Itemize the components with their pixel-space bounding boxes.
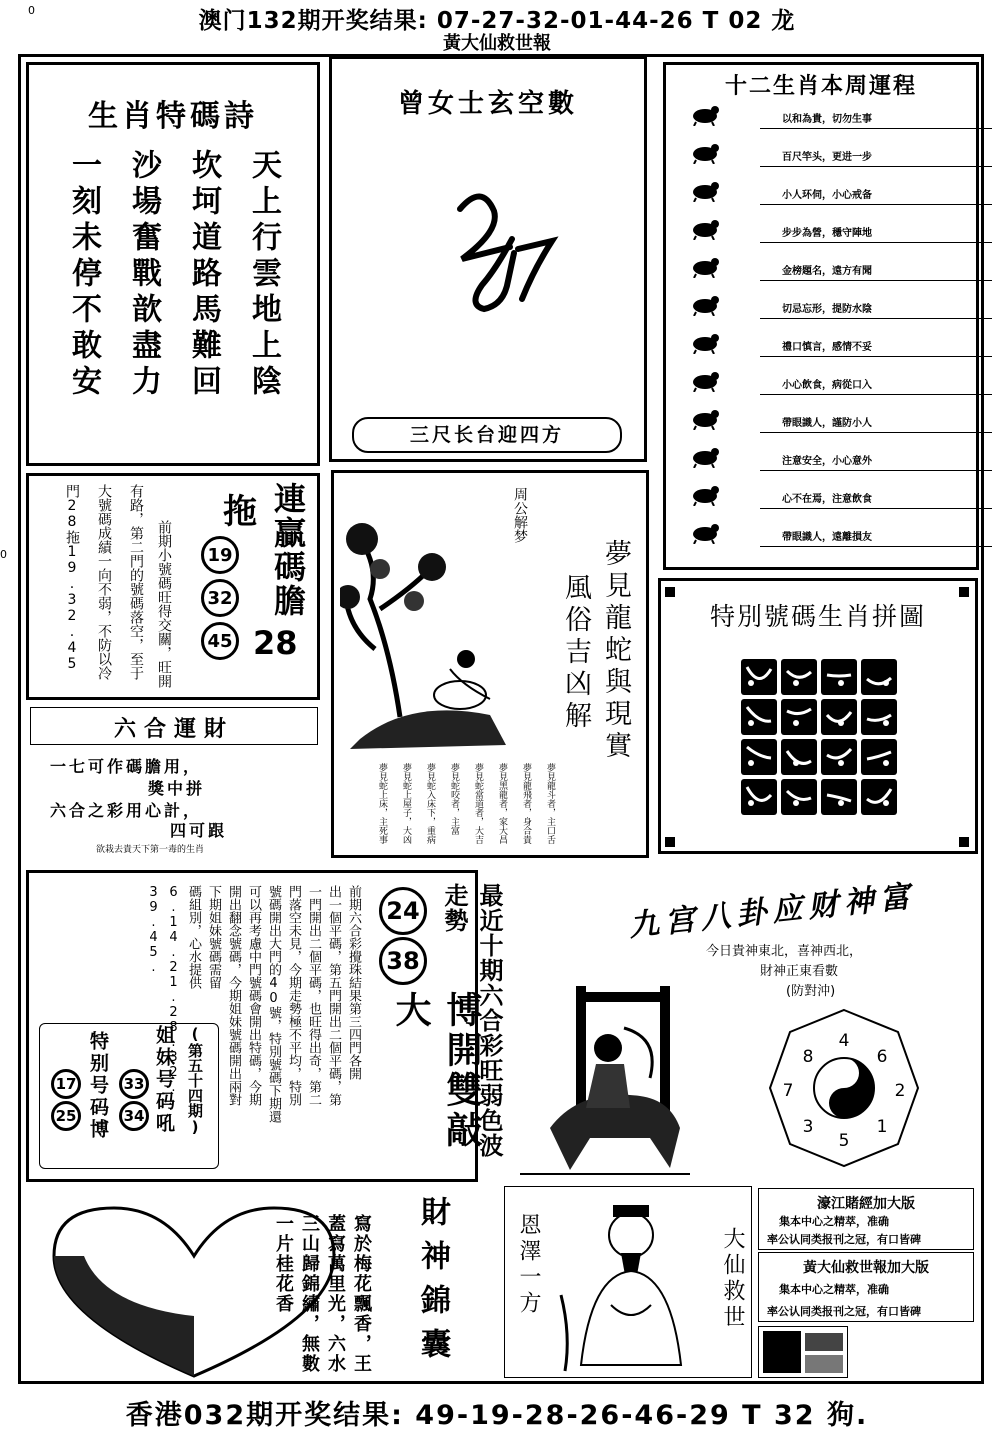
bagua-number: 2 — [894, 1081, 906, 1101]
zodiac-puzzle-piece — [741, 699, 777, 735]
daxian-left-text: 恩澤一方 — [516, 1213, 541, 1317]
ad2-line2: 率公认同类报刊之冠，有口皆碑 — [767, 1305, 921, 1318]
daxian-right-text: 大仙救世 — [720, 1227, 745, 1331]
heart-text: 寫於梅花飄香，王蓋寫萬里光，六水三山歸錦繡，無數一片桂花香 — [273, 1214, 372, 1374]
handwritten-numbers — [442, 189, 562, 319]
trend-text-column: 碼組別，心水提供 — [186, 885, 201, 989]
lianying-panel — [26, 473, 320, 700]
poem-column-1: 一刻未停不敢安 — [66, 149, 101, 401]
zodiac-puzzle-piece — [741, 739, 777, 775]
dream-item: 夢見蛇入床下，重病 — [425, 763, 435, 844]
bagua-number: 7 — [782, 1081, 794, 1101]
zodiac-fortune-row: 百尺竿头，更进一步 — [760, 148, 992, 167]
zeng-numbers-text: 26 27 — [442, 189, 445, 190]
zodiac-animal-icon — [690, 522, 720, 544]
bagua-number: 6 — [876, 1047, 888, 1067]
special-puzzle-panel — [658, 578, 978, 854]
dream-heading-2: 風俗吉凶解 — [560, 573, 591, 733]
zodiac-animal-icon — [690, 408, 720, 430]
poem-title: 生肖特碼詩 — [88, 99, 258, 134]
ad1-line1: 集本中心之精萃，准确 — [779, 1215, 889, 1228]
zeng-footer: 三尺长台迎四方 — [352, 417, 622, 453]
zodiac-fortune-row: 小人环伺，小心戒备 — [760, 186, 992, 205]
zodiac-fortune-row: 注意安全，小心意外 — [760, 452, 992, 471]
bagua-title: 九宫八卦应财神富 — [627, 879, 918, 944]
dream-item: 夢見蛇上屋子，大凶 — [401, 763, 411, 844]
lianying-text-4: 門28拖19.32.45 — [64, 484, 80, 672]
poem-panel — [26, 62, 320, 466]
ad-box-1 — [758, 1188, 974, 1250]
trend-title-2: 博開雙敲大 — [390, 991, 482, 1151]
trend-text-column: 號碼開出大門的40號，特別號碼下期還 — [266, 885, 281, 1123]
lianying-title: 連贏碼膽 — [269, 482, 307, 618]
trend-circle-2: 38 — [379, 937, 427, 985]
poem-column-4: 天上行雲地上陰 — [246, 149, 281, 401]
bagua-number: 8 — [802, 1047, 814, 1067]
zodiac-fortune-row: 以和為貴，切勿生事 — [760, 110, 992, 129]
special-number-2: 25 — [51, 1101, 81, 1131]
bagua-number: 3 — [802, 1117, 814, 1137]
bagua-number: 4 — [838, 1031, 850, 1051]
lianying-text-1: 前期小號碼旺得交關，旺開 — [156, 520, 172, 688]
zodiac-fortune-row: 小心飲食，病從口入 — [760, 376, 992, 395]
zodiac-animal-icon — [690, 332, 720, 354]
trend-text-column: 前期六合彩攪珠結果第三四門各開 — [346, 885, 361, 1080]
bagua-line-3: (防對沖) — [786, 984, 836, 999]
zeng-panel — [329, 56, 647, 462]
bagua-number: 1 — [876, 1117, 888, 1137]
lianying-tow-char: 拖 — [223, 492, 257, 532]
ad2-title: 黃大仙救世報加大版 — [803, 1260, 929, 1276]
zodiac-puzzle-piece — [821, 699, 857, 735]
corner-dot — [959, 587, 969, 597]
zodiac-puzzle-piece — [861, 659, 897, 695]
dream-item: 夢見蛇上床，主死事 — [377, 763, 387, 844]
dream-item: 夢見蛇當道者，大吉 — [473, 763, 483, 844]
liuhe-line-2: 獎中拼 — [148, 779, 206, 798]
bagua-number: 5 — [838, 1131, 850, 1151]
zodiac-puzzle-piece — [861, 779, 897, 815]
dream-item: 夢見龍斗者，主口舌 — [545, 763, 555, 844]
zodiac-animal-icon — [690, 180, 720, 202]
zodiac-puzzle-grid — [741, 659, 897, 815]
zodiac-puzzle-piece — [821, 739, 857, 775]
trend-text-column: 開出翻念號碼，今期姐妹號碼開出兩對 — [226, 885, 241, 1106]
sister-label: 姐妹号码吼 — [153, 1025, 175, 1135]
liuhe-line-1: 一七可作碼膽用， — [50, 757, 203, 776]
zeng-title: 曾女士玄空數 — [397, 89, 578, 119]
sister-number-2: 34 — [119, 1101, 149, 1131]
dream-heading-1: 夢見龍蛇與現實 — [600, 539, 631, 763]
zodiac-animal-icon — [690, 104, 720, 126]
zodiac-fortune-row: 帶眼識人，遠離損友 — [760, 528, 992, 547]
caishen-title: 財神錦囊 — [415, 1196, 450, 1372]
bagua-diagram — [764, 1004, 924, 1174]
zodiac-fortune-row: 步步為營，穩守陣地 — [760, 224, 992, 243]
lianying-circle-2: 32 — [201, 579, 239, 617]
liuhe-line-4: 四可跟 — [170, 821, 228, 840]
zodiac-fortune-row: 心不在焉，注意飲食 — [760, 490, 992, 509]
zodiac-animal-icon — [690, 446, 720, 468]
bagua-line-1: 今日貴神東北，喜神西北， — [706, 944, 863, 959]
ad-thumbnail-block — [805, 1333, 843, 1351]
ad-thumbnail — [758, 1326, 848, 1378]
liuhe-note: 欲栽去貴天下第一毒的生肖 — [96, 845, 205, 855]
margin-mark: 0 — [0, 548, 7, 561]
sister-box — [39, 1023, 219, 1169]
warrior-horse-illustration — [520, 978, 690, 1178]
zodiac-animal-icon — [690, 370, 720, 392]
paper-name: 黃大仙救世報 — [443, 33, 551, 54]
liuhe-title-box — [30, 707, 318, 745]
sister-number-1: 33 — [119, 1069, 149, 1099]
dream-item: 夢見蛇咬者，主富 — [449, 763, 459, 835]
trend-circle-1: 24 — [379, 887, 427, 935]
corner-mark: 0 — [28, 4, 35, 17]
trend-panel — [26, 870, 503, 1182]
dream-item: 夢見黑龍者，家大昌 — [497, 763, 507, 844]
lianying-circle-1: 19 — [201, 536, 239, 574]
zodiac-puzzle-piece — [741, 659, 777, 695]
dream-panel — [331, 470, 649, 858]
poem-column-2: 沙場奮戰歆盡力 — [126, 149, 161, 401]
daxian-panel — [504, 1186, 752, 1378]
lianying-text-2: 有路，第二門的號碼落空，至于 — [128, 484, 144, 680]
zodiac-animal-icon — [690, 142, 720, 164]
liuhe-line-3: 六合之彩用心計， — [50, 801, 203, 820]
daxian-portrait — [551, 1195, 711, 1373]
ad-thumbnail-block — [763, 1331, 801, 1373]
corner-dot — [665, 587, 675, 597]
zodiac-fortune-row: 禮口慎言，感情不妥 — [760, 338, 992, 357]
zodiac-fortune-row: 帶眼識人，謹防小人 — [760, 414, 992, 433]
dream-label: 周公解梦 — [512, 487, 528, 543]
lianying-banker-number: 28 — [253, 624, 298, 662]
macau-result-title: 澳门132期开奖结果: 07-27-32-01-44-26 T 02 龙 — [198, 8, 796, 34]
zodiac-puzzle-piece — [741, 779, 777, 815]
tree-figure-illustration — [340, 509, 510, 759]
zodiac-puzzle-piece — [781, 659, 817, 695]
corner-dot — [959, 837, 969, 847]
trend-text-column: 一門開出二個平碼，也旺得出奇，第二 — [306, 885, 321, 1106]
zodiac-puzzle-piece — [821, 659, 857, 695]
ad1-line2: 率公认同类报刊之冠，有口皆碑 — [767, 1233, 921, 1246]
zodiac-animal-icon — [690, 256, 720, 278]
ad-thumbnail-block — [805, 1355, 843, 1373]
trend-text-column: 6.14.21.28.32. — [166, 885, 181, 1095]
special-puzzle-title: 特別號碼生肖拼圖 — [709, 602, 926, 631]
zodiac-puzzle-piece — [861, 699, 897, 735]
zodiac-animal-icon — [690, 294, 720, 316]
ad-box-2 — [758, 1252, 974, 1322]
hk-result: 香港032期开奖结果: 49-19-28-26-46-29 T 32 狗. — [125, 1400, 869, 1431]
trend-text-column: 出一個平碼，第五門開出二個平碼，第 — [326, 885, 341, 1106]
corner-dot — [665, 837, 675, 847]
special-number-1: 17 — [51, 1069, 81, 1099]
bagua-line-2: 財神正東看數 — [760, 964, 839, 979]
trend-text-column: 39.45. — [146, 885, 161, 975]
zodiac-puzzle-piece — [861, 739, 897, 775]
dream-item: 夢見龍飛者，身合貴 — [521, 763, 531, 844]
zodiac-puzzle-piece — [821, 779, 857, 815]
zodiac-puzzle-piece — [781, 739, 817, 775]
zodiac-puzzle-piece — [781, 779, 817, 815]
trend-text-column: 可以再考慮中門號碼會開出特碼，今期 — [246, 885, 261, 1106]
ad2-line1: 集本中心之精萃，准确 — [779, 1283, 889, 1296]
zodiac-fortune-row: 金榜題名，遠方有聞 — [760, 262, 992, 281]
zodiac-puzzle-piece — [781, 699, 817, 735]
zodiac-fortune-row: 切忌忘形，提防水陰 — [760, 300, 992, 319]
poem-column-3: 坎坷道路馬難回 — [186, 149, 221, 401]
trend-chapter: (第五十四期) — [186, 1025, 204, 1136]
ad1-title: 濠江賭經加大版 — [817, 1196, 915, 1212]
lianying-circle-3: 45 — [201, 622, 239, 660]
trend-text-column: 門落空未見，今期走勢極不平均，特別 — [286, 885, 301, 1106]
zodiac-animal-icon — [690, 218, 720, 240]
zodiac-animal-icon — [690, 484, 720, 506]
special-number-label: 特别号码博 — [87, 1031, 109, 1141]
trend-text-column: 下期姐妹號碼需留 — [206, 885, 221, 989]
lianying-text-3: 大號碼成績一向不弱，不防以冷 — [96, 484, 112, 680]
zodiac-fortune-title: 十二生肖本周運程 — [724, 74, 917, 99]
trend-title-1: 最近十期六合彩旺弱色波走勢 — [440, 883, 503, 1158]
liuhe-title: 六合運財 — [113, 717, 234, 742]
